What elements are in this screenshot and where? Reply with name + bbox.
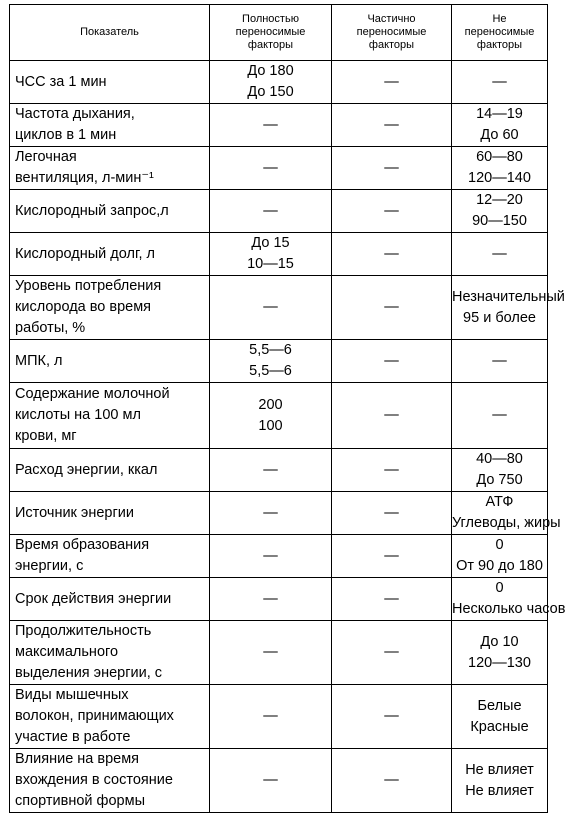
not-tolerable-cell — [452, 104, 548, 147]
value-text: До 60 — [480, 127, 519, 143]
fully-tolerable-cell — [210, 61, 332, 104]
value-text: — — [384, 461, 399, 478]
fully-tolerable-cell — [210, 685, 332, 749]
table-row — [10, 61, 548, 104]
not-tolerable-cell — [452, 535, 548, 578]
partially-tolerable-cell — [332, 449, 452, 492]
table-row — [10, 190, 548, 233]
indicator-cell — [10, 104, 210, 147]
indicator-text: работы, % — [15, 320, 86, 336]
header-indicator: Показатель — [10, 5, 210, 61]
value-text: — — [384, 202, 399, 219]
table-row — [10, 233, 548, 276]
value-text: До 750 — [476, 472, 523, 488]
table-row — [10, 685, 548, 749]
value-text: 95 и более — [463, 309, 536, 326]
indicator-cell — [10, 685, 210, 749]
value-text: — — [263, 461, 278, 478]
value-text: 120—140 — [468, 170, 531, 186]
value-text: До 10 — [480, 633, 519, 650]
indicator-text: Влияние на время — [15, 751, 140, 767]
value-text: 100 — [258, 417, 283, 434]
indicator-text: волокон, принимающих — [15, 708, 174, 724]
value-text: — — [263, 708, 278, 724]
value-text: — — [384, 590, 399, 607]
table-row — [10, 383, 548, 449]
value-text: — — [384, 73, 399, 90]
fully-tolerable-cell — [210, 276, 332, 340]
indicator-text: Частота дыхания, — [15, 106, 135, 122]
header-fully-tolerable: Полностью переносимые факторы — [210, 5, 332, 61]
value-text: 10—15 — [247, 256, 294, 272]
value-text: — — [263, 159, 278, 176]
table-row — [10, 535, 548, 578]
value-text: — — [263, 299, 278, 315]
value-text: АТФ — [485, 494, 514, 510]
table-body — [10, 61, 565, 813]
indicator-cell — [10, 383, 210, 449]
indicator-text: Кислородный запрос,л — [15, 202, 169, 219]
value-text: 14—19 — [476, 106, 523, 122]
value-text: — — [384, 547, 399, 564]
value-text: Углеводы, жиры — [452, 515, 561, 531]
indicator-text: Время образования — [15, 537, 150, 553]
partially-tolerable-cell — [332, 147, 452, 190]
not-tolerable-cell — [452, 340, 548, 383]
fully-tolerable-cell — [210, 578, 332, 621]
fully-tolerable-cell — [210, 104, 332, 147]
fully-tolerable-cell — [210, 492, 332, 535]
indicator-text: участие в работе — [15, 729, 131, 745]
partially-tolerable-cell — [332, 340, 452, 383]
indicator-cell — [10, 340, 210, 383]
value-text: — — [384, 245, 399, 262]
value-text: — — [263, 644, 278, 660]
indicator-cell — [10, 190, 210, 233]
fully-tolerable-cell — [210, 449, 332, 492]
partially-tolerable-cell — [332, 104, 452, 147]
indicator-cell — [10, 61, 210, 104]
fully-tolerable-cell — [210, 190, 332, 233]
not-tolerable-cell — [452, 233, 548, 276]
indicator-text: Срок действия энергии — [15, 590, 172, 607]
partially-tolerable-cell — [332, 233, 452, 276]
value-text: — — [492, 352, 507, 369]
value-text: — — [263, 202, 278, 219]
value-text: — — [263, 116, 278, 133]
indicator-cell — [10, 492, 210, 535]
table-row — [10, 578, 548, 621]
fully-tolerable-cell — [210, 340, 332, 383]
indicator-text: Расход энергии, ккал — [15, 461, 158, 478]
indicator-text: Содержание молочной — [15, 386, 170, 402]
indicator-cell — [10, 233, 210, 276]
value-text: — — [492, 73, 507, 90]
table-row — [10, 492, 548, 535]
factors-table — [9, 4, 565, 813]
value-text: 200 — [258, 396, 283, 413]
value-text: До 150 — [247, 84, 294, 100]
not-tolerable-cell — [452, 61, 548, 104]
indicator-text: максимального — [15, 644, 119, 660]
indicator-text: Продолжительность — [15, 623, 152, 639]
partially-tolerable-cell — [332, 190, 452, 233]
value-text: — — [263, 772, 278, 788]
fully-tolerable-cell — [210, 749, 332, 813]
indicator-text: энергии, с — [15, 558, 84, 574]
value-text: — — [263, 590, 278, 607]
table-row — [10, 276, 548, 340]
not-tolerable-cell — [452, 749, 548, 813]
indicator-text: Легочная — [15, 149, 77, 165]
value-text: 120—130 — [468, 654, 531, 671]
header-partially-tolerable: Частично переносимые факторы — [332, 5, 452, 61]
header-not-tolerable: Не переносимые факторы — [452, 5, 548, 61]
value-text: 5,5—6 — [249, 363, 292, 379]
partially-tolerable-cell — [332, 276, 452, 340]
value-text: — — [384, 407, 399, 423]
value-text: — — [263, 504, 278, 521]
value-text: 40—80 — [476, 451, 523, 467]
fully-tolerable-cell — [210, 147, 332, 190]
not-tolerable-cell — [452, 276, 565, 340]
fully-tolerable-cell — [210, 535, 332, 578]
not-tolerable-cell — [452, 147, 548, 190]
table-row — [10, 621, 548, 685]
partially-tolerable-cell — [332, 383, 452, 449]
indicator-cell — [10, 749, 210, 813]
partially-tolerable-cell — [332, 61, 452, 104]
indicator-cell — [10, 621, 210, 685]
indicator-text: Виды мышечных — [15, 687, 129, 703]
indicator-text: циклов в 1 мин — [15, 127, 117, 143]
indicator-text: вхождения в состояние — [15, 772, 173, 788]
not-tolerable-cell — [452, 492, 561, 535]
value-text: — — [384, 299, 399, 315]
indicator-text: ЧСС за 1 мин — [15, 73, 107, 90]
table-header-row — [10, 5, 548, 61]
partially-tolerable-cell — [332, 535, 452, 578]
document-page — [9, 4, 565, 813]
table-row — [10, 749, 548, 813]
value-text: 90—150 — [472, 213, 527, 229]
value-text: — — [492, 407, 507, 423]
value-text: — — [384, 644, 399, 660]
indicator-cell — [10, 147, 210, 190]
indicator-text: Источник энергии — [15, 504, 134, 521]
indicator-text: спортивной формы — [15, 793, 146, 809]
partially-tolerable-cell — [332, 578, 452, 621]
value-text: Красные — [470, 718, 529, 735]
value-text: До 15 — [251, 235, 290, 251]
value-text: Несколько часов — [452, 601, 565, 617]
value-text: — — [384, 504, 399, 521]
value-text: Не влияет — [465, 761, 534, 778]
partially-tolerable-cell — [332, 492, 452, 535]
indicator-text: Кислородный долг, л — [15, 245, 156, 262]
value-text: Незначительный — [452, 288, 565, 305]
value-text: От 90 до 180 — [456, 558, 543, 574]
value-text: 0 — [495, 580, 504, 596]
table-row — [10, 104, 548, 147]
indicator-cell — [10, 578, 210, 621]
not-tolerable-cell — [452, 578, 565, 621]
table-row — [10, 449, 548, 492]
value-text: 5,5—6 — [249, 342, 292, 358]
value-text: До 180 — [247, 63, 294, 79]
value-text: 12—20 — [476, 192, 523, 208]
not-tolerable-cell — [452, 449, 548, 492]
indicator-text: крови, мг — [15, 428, 77, 444]
fully-tolerable-cell — [210, 233, 332, 276]
value-text: — — [384, 708, 399, 724]
indicator-cell — [10, 449, 210, 492]
value-text: 0 — [495, 537, 504, 553]
not-tolerable-cell — [452, 621, 548, 685]
indicator-cell — [10, 535, 210, 578]
indicator-text: выделения энергии, с — [15, 665, 163, 681]
fully-tolerable-cell — [210, 383, 332, 449]
not-tolerable-cell — [452, 383, 548, 449]
indicator-text: вентиляция, л-мин⁻¹ — [15, 170, 154, 186]
value-text: Не влияет — [465, 782, 534, 799]
partially-tolerable-cell — [332, 621, 452, 685]
indicator-text: кислоты на 100 мл — [15, 407, 141, 423]
value-text: — — [492, 245, 507, 262]
partially-tolerable-cell — [332, 685, 452, 749]
value-text: 60—80 — [476, 149, 523, 165]
value-text: — — [384, 116, 399, 133]
indicator-text: МПК, л — [15, 352, 63, 369]
not-tolerable-cell — [452, 685, 548, 749]
partially-tolerable-cell — [332, 749, 452, 813]
value-text: — — [384, 772, 399, 788]
indicator-text: кислорода во время — [15, 299, 152, 315]
fully-tolerable-cell — [210, 621, 332, 685]
indicator-cell — [10, 276, 210, 340]
indicator-text: Уровень потребления — [15, 278, 162, 294]
value-text: Белые — [477, 697, 522, 714]
value-text: — — [263, 547, 278, 564]
table-row — [10, 147, 548, 190]
value-text: — — [384, 159, 399, 176]
value-text: — — [384, 352, 399, 369]
not-tolerable-cell — [452, 190, 548, 233]
table-row — [10, 340, 548, 383]
